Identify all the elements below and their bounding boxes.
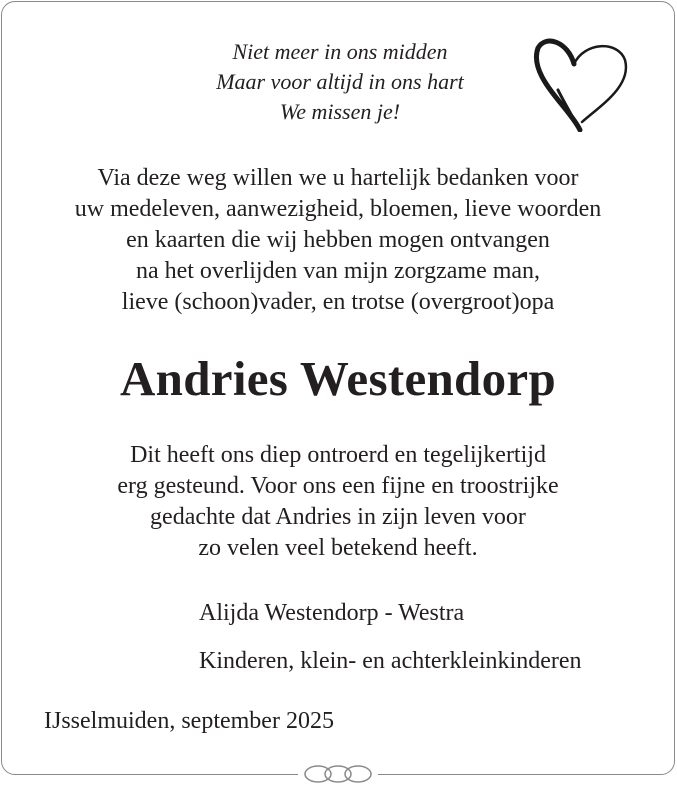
thanks-line: uw medeleven, aanwezigheid, bloemen, lieve woorden [74,196,602,222]
thanks-line: lieve (schoon)vader, en trotse (overgroot)opa [121,289,555,315]
signatory-spouse: Alijda Westendorp - Westra [199,600,465,626]
tribute-line: zo velen veel betekend heeft. [198,535,478,561]
place-date: IJsselmuiden, september 2025 [44,708,334,734]
tribute-line: Dit heeft ons diep ontroerd en tegelijkertijd [130,442,546,468]
tribute-line: gedachte dat Andries in zijn leven voor [150,504,526,530]
signatory-family: Kinderen, klein- en achterkleinkinderen [199,648,582,674]
tribute-line: erg gesteund. Voor ons een fijne en troostrijke [117,473,559,499]
thanks-paragraph [20,163,656,318]
motto [170,37,510,127]
thanks-line: en kaarten die wij hebben mogen ontvangen [126,227,550,253]
heart-icon [528,36,632,132]
deceased-name: Andries Westendorp [119,351,557,406]
motto-line: Niet meer in ons midden [232,39,448,64]
thanks-line: Via deze weg willen we u hartelijk bedanken voor [97,165,579,191]
motto-line: Maar voor altijd in ons hart [216,69,464,94]
thanks-line: na het overlijden van mijn zorgzame man, [135,258,541,284]
motto-line: We missen je! [279,99,401,124]
tribute-paragraph [20,440,656,564]
triple-ring-ornament-icon [298,762,378,786]
